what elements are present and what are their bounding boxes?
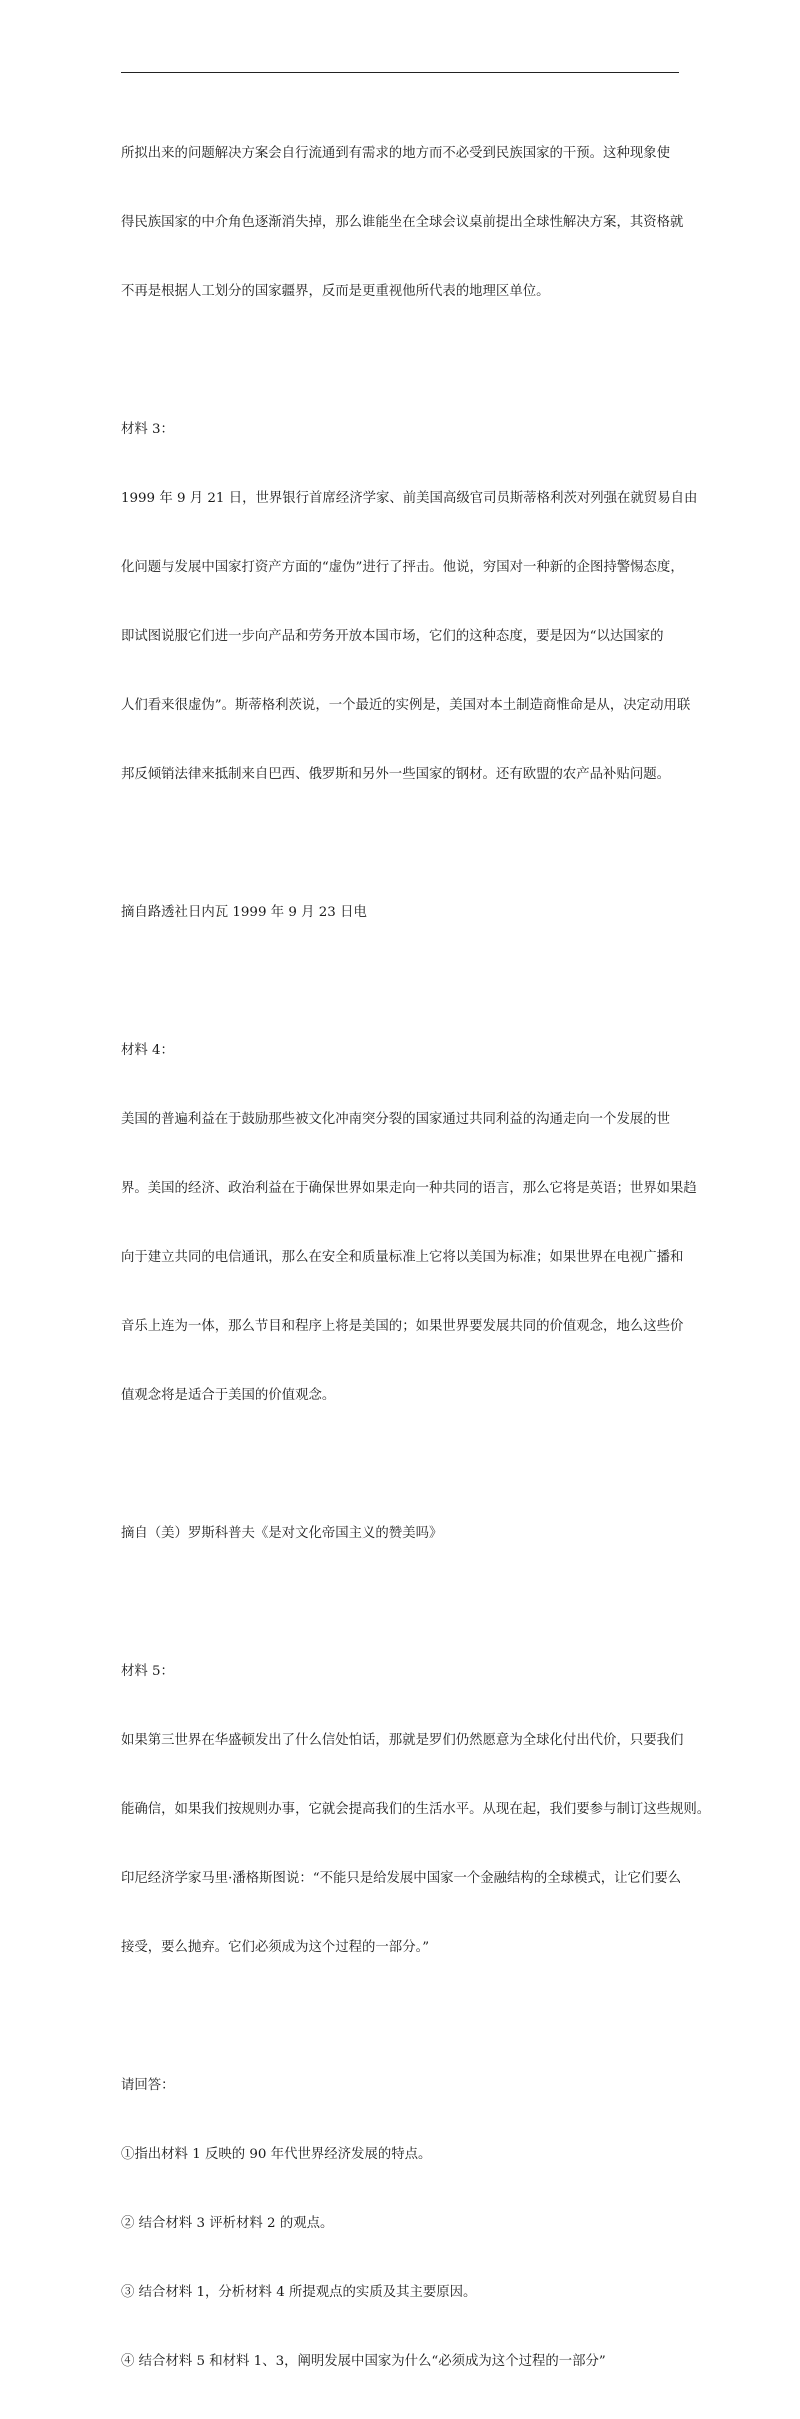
intro-paragraph	[121, 96, 691, 349]
material-4-heading: 材料 4：	[121, 1043, 174, 1058]
material-4	[121, 993, 697, 1453]
material-3-line: 人们看来很虚伪”。斯蒂格利茨说，一个最近的实例是，美国对本土制造商惟命是从，决定动用联	[121, 698, 691, 713]
intro-line: 不再是根据人工划分的国家疆界，反而是更重视他所代表的地理区单位。	[121, 284, 550, 299]
question-item: ③ 结合材料 1，分析材料 4 所提观点的实质及其主要原因。	[121, 2285, 477, 2300]
material-4-line: 界。美国的经济、政治利益在于确保世界如果走向一种共同的语言，那么它将是英语；世界如果趋	[121, 1181, 697, 1196]
material-3-line: 邦反倾销法律来抵制来自巴西、俄罗斯和另外一些国家的钢材。还有欧盟的农产品补贴问题。	[121, 767, 671, 782]
material-5-line: 接受，要么抛弃。它们必须成为这个过程的一部分。”	[121, 1940, 430, 1955]
header-rule	[121, 72, 679, 73]
question-item: ② 结合材料 3 评析材料 2 的观点。	[121, 2216, 334, 2231]
material-3	[121, 372, 698, 832]
question-item: ④ 结合材料 5 和材料 1、3，阐明发展中国家为什么“必须成为这个过程的一部分”	[121, 2354, 606, 2369]
material-3-source	[121, 855, 691, 970]
question-item: ①指出材料 1 反映的 90 年代世界经济发展的特点。	[121, 2147, 432, 2162]
material-5-line: 能确信，如果我们按规则办事，它就会提高我们的生活水平。从现在起，我们要参与制订这些规则。	[121, 1802, 711, 1817]
material-5-heading: 材料 5：	[121, 1664, 174, 1679]
material-5-line: 印尼经济学家马里·潘格斯图说：“不能只是给发展中国家一个金融结构的全球模式，让它们要么	[121, 1871, 682, 1886]
intro-line: 所拟出来的问题解决方案会自行流通到有需求的地方而不必受到民族国家的干预。这种现象使	[121, 146, 671, 161]
material-4-line: 美国的普遍利益在于鼓励那些被文化冲南突分裂的国家通过共同利益的沟通走向一个发展的世	[121, 1112, 671, 1127]
material-3-line: 化问题与发展中国家打资产方面的“虚伪”进行了抨击。他说，穷国对一种新的企图持警惕态度，	[121, 560, 684, 575]
material-3-line: 即试图说服它们进一步向产品和劳务开放本国市场，它们的这种态度，要是因为“以达国家的	[121, 629, 664, 644]
material-3-heading: 材料 3：	[121, 422, 174, 437]
material-4-source	[121, 1476, 691, 1591]
material-4-line: 值观念将是适合于美国的价值观念。	[121, 1388, 336, 1403]
source-citation: 摘自路透社日内瓦 1999 年 9 月 23 日电	[121, 905, 367, 920]
source-citation: 摘自（美）罗斯科普夫《是对文化帝国主义的赞美吗》	[121, 1526, 443, 1541]
material-4-line: 音乐上连为一体，那么节目和程序上将是美国的；如果世界要发展共同的价值观念，地么这些价	[121, 1319, 684, 1334]
questions-heading: 请回答：	[121, 2078, 175, 2093]
material-5-line: 如果第三世界在华盛顿发出了什么信处怕话，那就是罗们仍然愿意为全球化付出代价，只要我们	[121, 1733, 684, 1748]
intro-line: 得民族国家的中介角色逐渐消失掉，那么谁能坐在全球会议桌前提出全球性解决方案，其资格就	[121, 215, 684, 230]
material-4-line: 向于建立共同的电信通讯，那么在安全和质量标准上它将以美国为标准；如果世界在电视广播和	[121, 1250, 684, 1265]
document-body	[121, 96, 711, 2419]
material-3-line: 1999 年 9 月 21 日，世界银行首席经济学家、前美国高级官司员斯蒂格利茨对列强在就贸易自由	[121, 491, 698, 506]
questions	[121, 2028, 691, 2419]
material-5	[121, 1614, 711, 2005]
